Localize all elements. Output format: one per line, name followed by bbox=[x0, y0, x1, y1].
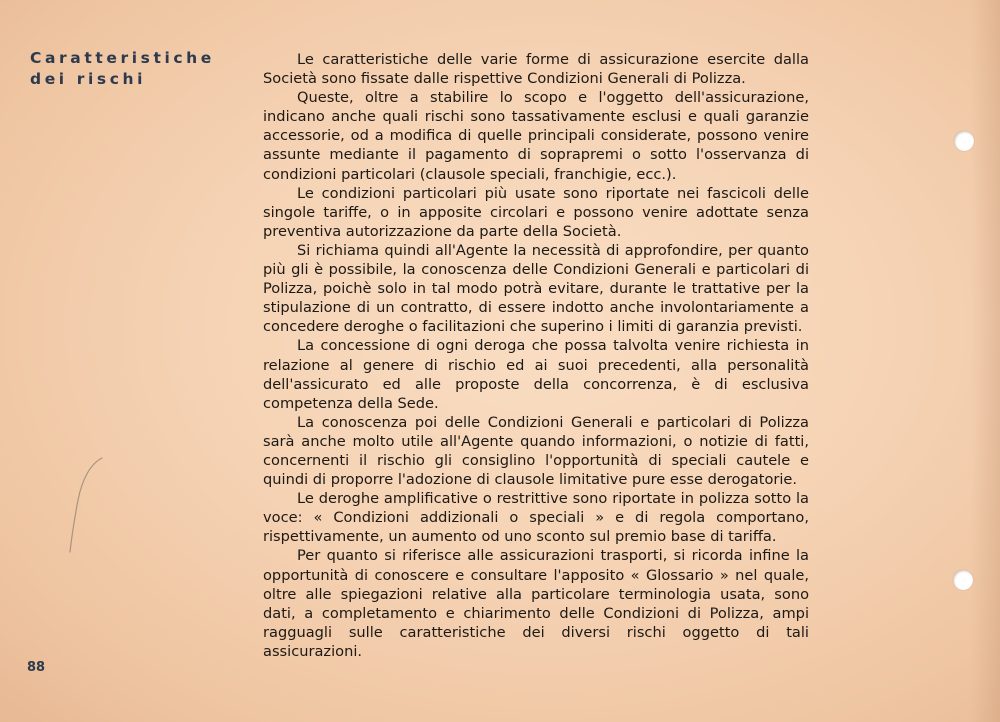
binder-hole-bottom bbox=[953, 570, 973, 590]
paragraph-5: La concessione di ogni deroga che possa talvolta venire richiesta in relazione al genere di rischio ed ai suoi precedenti, alla personalità dell'assicurato ed alle proposte della concorrenza, è di esclusiva competenza della Sede. bbox=[263, 337, 809, 412]
side-title-line-1: Caratteristiche bbox=[30, 49, 215, 67]
paragraph-4: Si richiama quindi all'Agente la necessità di approfondire, per quanto più gli è possibile, la conoscenza delle Condizioni Generali e particolari di Polizza, poichè solo in tal modo potrà evitare, durante le trattative per la stipulazione di un contratto, di essere indotto anche involontariamente a concedere deroghe o facilitazioni che superino i limiti di garanzia previsti. bbox=[263, 241, 809, 336]
paragraph-3: Le condizioni particolari più usate sono riportate nei fascicoli delle singole tariffe, o in apposite circolari e possono venire adottate senza preventiva autorizzazione da parte della Società. bbox=[263, 184, 809, 240]
page-number: 88 bbox=[27, 660, 46, 675]
paragraph-8: Per quanto si riferisce alle assicurazioni trasporti, si ricorda infine la opportunità di conoscere e consultare l'apposito « Glossario » nel quale, oltre alle spiegazioni relative alla particolare terminologia usata, sono dati, a completamento e chiarimento delle Condizioni di Polizza, ampi ragguagli sulle caratteristiche dei diversi rischi oggetto di tali assicurazioni. bbox=[263, 547, 809, 660]
body-text bbox=[263, 50, 809, 661]
binder-hole-top bbox=[954, 131, 974, 151]
pencil-mark bbox=[60, 450, 120, 560]
paragraph-6: La conoscenza poi delle Condizioni Generali e particolari di Polizza sarà anche molto utile all'Agente quando informazioni, o notizie di fatti, concernenti il rischio gli consiglino l'opportunità di speciali cautele e quindi di proporre l'adozione di clausole limitative pure esse derogatorie. bbox=[263, 413, 809, 489]
section-side-title bbox=[30, 48, 215, 90]
side-title-line-2: dei rischi bbox=[30, 70, 147, 88]
paragraph-1: Le caratteristiche delle varie forme di assicurazione esercite dalla Società sono fissate dalle rispettive Condizioni Generali di Polizza. bbox=[263, 51, 809, 88]
page-edge-shading bbox=[970, 0, 1000, 722]
paragraph-2: Queste, oltre a stabilire lo scopo e l'oggetto dell'assicurazione, indicano anche quali rischi sono tassativamente esclusi e quali garanzie accessorie, od a modifica di quelle principali considerate, possono venire assunte mediante il pagamento di soprapremi o sotto l'osservanza di condizioni particolari (clausole speciali, franchigie, ecc.). bbox=[263, 89, 809, 183]
paragraph-7: Le deroghe amplificative o restrittive sono riportate in polizza sotto la voce: « Condizioni addizionali o speciali » e di regola comportano, rispettivamente, un aumento od uno sconto sul premio base di tariffa. bbox=[263, 490, 809, 546]
